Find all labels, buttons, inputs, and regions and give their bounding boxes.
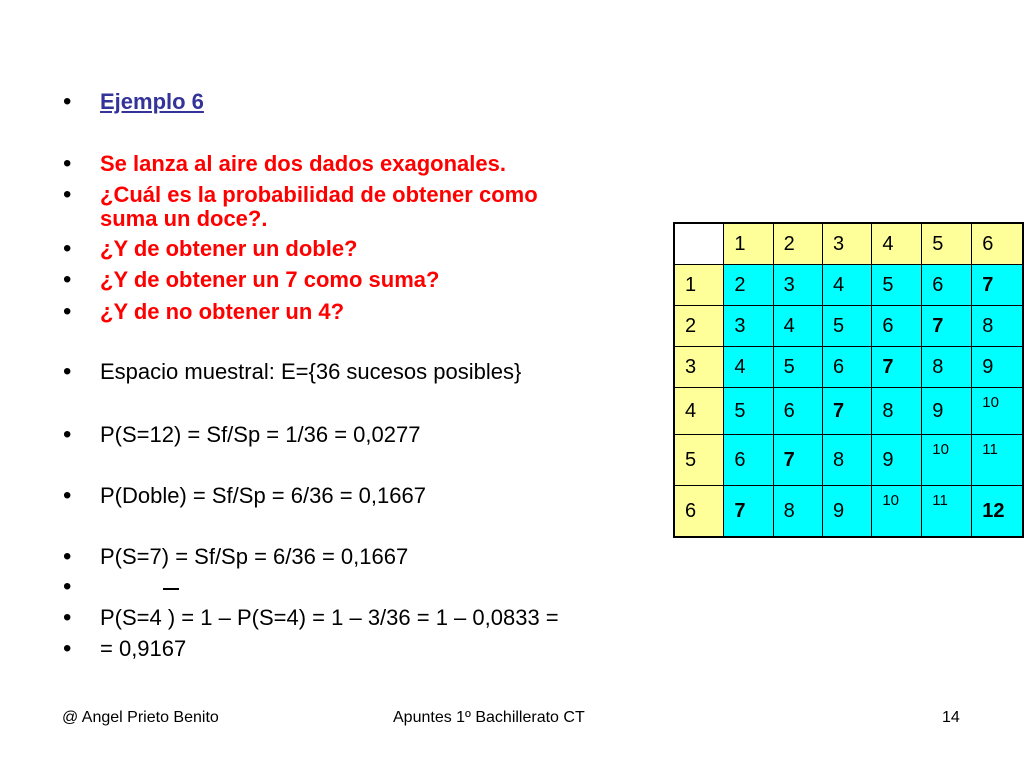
- prob-not-4-result: = 0,9167: [100, 636, 187, 661]
- table-cell: 6: [724, 435, 773, 486]
- prob-sum-7: P(S=7) = Sf/Sp = 6/36 = 0,1667: [100, 544, 409, 569]
- table-cell: 12: [972, 486, 1023, 538]
- table-header-cell: 4: [674, 388, 724, 435]
- table-cell: 8: [872, 388, 922, 435]
- table-cell: 3: [773, 265, 822, 306]
- table-header-cell: 6: [972, 223, 1023, 265]
- table-cell: 8: [922, 347, 972, 388]
- table-cell: 7: [822, 388, 871, 435]
- table-header-cell: 3: [674, 347, 724, 388]
- table-cell: 4: [822, 265, 871, 306]
- table-row: [674, 265, 1023, 306]
- footer-page-number: 14: [942, 709, 960, 726]
- table-cell: 9: [972, 347, 1023, 388]
- table-cell: 8: [972, 306, 1023, 347]
- bullet-dot: •: [63, 298, 72, 325]
- prob-double: P(Doble) = Sf/Sp = 6/36 = 0,1667: [100, 483, 426, 508]
- table-header-cell: 6: [674, 486, 724, 538]
- bullet-dot: •: [63, 266, 72, 293]
- question-3: ¿Y de obtener un doble?: [100, 236, 358, 261]
- question-1: Se lanza al aire dos dados exagonales.: [100, 151, 506, 176]
- table-cell: 5: [822, 306, 871, 347]
- table-cell: 5: [724, 388, 773, 435]
- table-row: [674, 347, 1023, 388]
- bullet-dot: •: [63, 181, 72, 208]
- table-cell: 4: [724, 347, 773, 388]
- table-cell: 7: [724, 486, 773, 538]
- table-cell: 5: [773, 347, 822, 388]
- table-row: [674, 486, 1023, 538]
- example-title-link[interactable]: Ejemplo 6: [100, 89, 204, 114]
- table-row: [674, 435, 1023, 486]
- bullet-dot: •: [63, 543, 72, 570]
- table-cell: 9: [872, 435, 922, 486]
- table-cell: 4: [773, 306, 822, 347]
- table-cell: 7: [972, 265, 1023, 306]
- bullet-dot: •: [63, 635, 72, 662]
- table-cell: 7: [773, 435, 822, 486]
- table-cell: 6: [872, 306, 922, 347]
- bullet-dot: •: [63, 358, 72, 385]
- bullet-dot: •: [63, 573, 72, 600]
- table-header-cell: 2: [773, 223, 822, 265]
- bullet-dot: •: [63, 88, 72, 115]
- table-header-row: [674, 223, 1023, 265]
- table-header-cell: 5: [922, 223, 972, 265]
- table-cell: 11: [972, 435, 1023, 486]
- table-cell: 11: [922, 486, 972, 538]
- bullet-dot: •: [63, 235, 72, 262]
- table-header-cell: [674, 223, 724, 265]
- table-header-cell: 3: [822, 223, 871, 265]
- question-4: ¿Y de obtener un 7 como suma?: [100, 267, 440, 292]
- prob-sum-12: P(S=12) = Sf/Sp = 1/36 = 0,0277: [100, 422, 421, 447]
- overline-bar: [163, 588, 179, 590]
- table-cell: 6: [773, 388, 822, 435]
- table-cell: 3: [724, 306, 773, 347]
- table-header-cell: 5: [674, 435, 724, 486]
- table-row: [674, 388, 1023, 435]
- table-row: [674, 306, 1023, 347]
- table-header-cell: 1: [724, 223, 773, 265]
- footer-course: Apuntes 1º Bachillerato CT: [393, 709, 585, 726]
- table-cell: 10: [872, 486, 922, 538]
- sample-space-line: Espacio muestral: E={36 sucesos posibles}: [100, 359, 522, 384]
- table-cell: 7: [922, 306, 972, 347]
- bullet-dot: •: [63, 482, 72, 509]
- table-cell: 10: [972, 388, 1023, 435]
- table-cell: 2: [724, 265, 773, 306]
- table-cell: 9: [922, 388, 972, 435]
- footer-author: @ Angel Prieto Benito: [62, 709, 219, 726]
- table-cell: 9: [822, 486, 871, 538]
- table-cell: 5: [872, 265, 922, 306]
- table-header-cell: 4: [872, 223, 922, 265]
- question-5: ¿Y de no obtener un 4?: [100, 299, 345, 324]
- table-cell: 8: [773, 486, 822, 538]
- table-cell: 8: [822, 435, 871, 486]
- table-header-cell: 1: [674, 265, 724, 306]
- table-cell: 10: [922, 435, 972, 486]
- bullet-dot: •: [63, 604, 72, 631]
- dice-sum-table: [673, 222, 1024, 538]
- table-cell: 6: [922, 265, 972, 306]
- question-2-line-2: suma un doce?.: [100, 206, 268, 231]
- table-header-cell: 2: [674, 306, 724, 347]
- table-cell: 7: [872, 347, 922, 388]
- prob-not-4: P(S=4 ) = 1 – P(S=4) = 1 – 3/36 = 1 – 0,0833 =: [100, 605, 559, 630]
- question-2-line-1: ¿Cuál es la probabilidad de obtener como: [100, 182, 538, 207]
- bullet-dot: •: [63, 421, 72, 448]
- bullet-dot: •: [63, 150, 72, 177]
- table-cell: 6: [822, 347, 871, 388]
